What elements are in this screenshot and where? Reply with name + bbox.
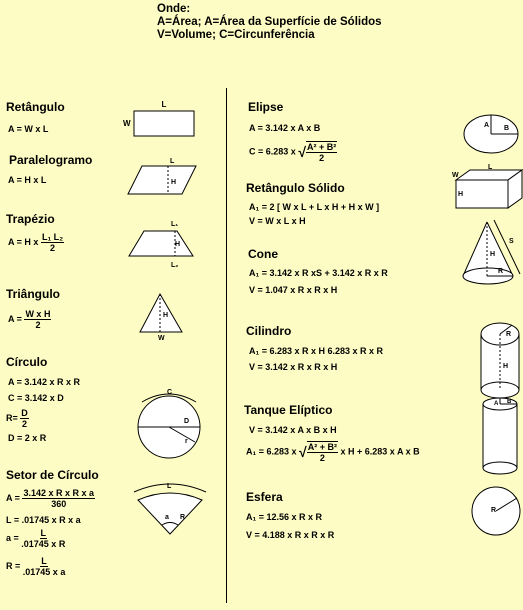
- svg-text:C: C: [167, 389, 173, 396]
- svg-text:H: H: [503, 363, 509, 370]
- trapezio-formula: A = H x $\frac{\text{L₁ L₂}}{2}$: [8, 232, 64, 253]
- column-divider: [226, 88, 227, 603]
- retangulo-solido-title: Retângulo Sólido: [246, 181, 345, 195]
- circulo-f2: C = 3.142 x D: [8, 393, 64, 403]
- elipse-figure: [462, 112, 522, 157]
- svg-text:H: H: [171, 179, 177, 186]
- header-line-2: A=Área; A=Área da Superfície de Sólidos: [157, 16, 382, 28]
- svg-text:H: H: [490, 251, 496, 258]
- retangulo-solido-f1: A₁ = 2 [ W x L + L x H + H x W ]: [249, 202, 380, 212]
- circulo-f4: D = 2 x R: [8, 433, 47, 443]
- svg-text:D: D: [184, 418, 190, 425]
- svg-text:B: B: [504, 125, 510, 132]
- cone-title: Cone: [248, 247, 278, 261]
- svg-text:B: B: [507, 399, 512, 405]
- retangulo-l-label: L: [161, 100, 167, 109]
- svg-text:R: R: [506, 331, 512, 338]
- esfera-f1: A₁ = 12.56 x R x R: [246, 512, 323, 522]
- esfera-f2: V = 4.188 x R x R x R: [246, 530, 335, 540]
- svg-text:A: A: [484, 122, 490, 129]
- elipse-title: Elipse: [248, 100, 284, 114]
- circulo-f1: A = 3.142 x R x R: [8, 377, 80, 387]
- svg-text:a: a: [165, 514, 169, 521]
- circulo-title: Círculo: [6, 355, 48, 369]
- cone-f2: V = 1.047 x R x R x H: [249, 285, 338, 295]
- svg-text:r: r: [185, 438, 188, 445]
- tanque-figure: [480, 396, 522, 476]
- retangulo-formula: A = W x L: [8, 124, 49, 134]
- cone-f1: A₁ = 3.142 x R xS + 3.142 x R x R: [249, 268, 388, 278]
- svg-text:L: L: [170, 158, 175, 165]
- esfera-figure: [470, 484, 522, 539]
- setor-figure: [132, 480, 217, 540]
- svg-text:R: R: [180, 514, 186, 521]
- triangulo-formula: A = $\frac{\text{W x H}}{2}$: [8, 309, 51, 330]
- cilindro-f2: V = 3.142 x R x R x H: [249, 362, 338, 372]
- elipse-f1: A = 3.142 x A x B: [249, 123, 321, 133]
- svg-text:W: W: [158, 335, 165, 342]
- setor-f4: R = $\frac{L}{\text{.01745 x a}}$: [6, 556, 66, 577]
- header-line-1: Onde:: [157, 3, 191, 15]
- triangulo-title: Triângulo: [6, 287, 60, 301]
- retangulo-w-label: W: [123, 119, 131, 128]
- esfera-title: Esfera: [246, 490, 283, 504]
- retangulo-title: Retângulo: [6, 100, 65, 114]
- header-line-3: V=Volume; C=Circunferência: [157, 29, 315, 41]
- svg-text:L₁: L₁: [171, 221, 179, 228]
- retangulo-figure: [120, 98, 200, 143]
- svg-text:R: R: [498, 268, 504, 275]
- setor-f2: L = .01745 x R x a: [6, 515, 81, 525]
- tanque-f1: V = 3.142 x A x B x H: [249, 425, 337, 435]
- tanque-title: Tanque Elíptico: [244, 403, 333, 417]
- svg-text:H: H: [163, 312, 169, 319]
- cilindro-f1: A₁ = 6.283 x R x H 6.283 x R x R: [249, 346, 384, 356]
- paralelogramo-title: Paralelogramo: [9, 153, 93, 167]
- svg-text:W: W: [452, 172, 459, 179]
- paralelogramo-figure: [128, 158, 208, 203]
- cilindro-title: Cilindro: [246, 324, 292, 338]
- retangulo-solido-f2: V = W x L x H: [249, 216, 306, 226]
- circulo-f3: R= $\frac{D}{2}$: [6, 408, 28, 429]
- setor-title: Setor de Círculo: [6, 468, 99, 482]
- svg-text:L: L: [488, 164, 493, 171]
- tanque-f2: A₁ = 6.283 x √ $\frac{\text{A² + B²}}{2}$ x H + 6.283 x A x B: [246, 442, 420, 463]
- svg-text:H: H: [458, 191, 464, 198]
- trapezio-figure: [127, 215, 207, 270]
- svg-text:H: H: [175, 241, 181, 248]
- svg-text:R: R: [491, 507, 497, 514]
- retangulo-solido-figure: [452, 166, 522, 211]
- svg-text:L₂: L₂: [171, 262, 179, 269]
- elipse-f2: C = 6.283 x √ $\frac{\text{A² + B²}}{2}$: [249, 142, 337, 163]
- paralelogramo-formula: A = H x L: [8, 175, 47, 185]
- circulo-figure: [134, 389, 214, 462]
- triangulo-figure: [138, 292, 188, 342]
- trapezio-title: Trapézio: [6, 212, 55, 226]
- cone-figure: [460, 218, 522, 288]
- svg-text:L: L: [167, 483, 172, 490]
- cilindro-figure: [478, 320, 523, 400]
- setor-f1: A = $\frac{\text{3.142 x R x R x a}}{360}$: [6, 488, 94, 509]
- svg-text:S: S: [509, 238, 514, 245]
- svg-text:A: A: [494, 401, 499, 407]
- setor-f3: a = $\frac{L}{\text{.01745 x R}}$: [6, 528, 66, 549]
